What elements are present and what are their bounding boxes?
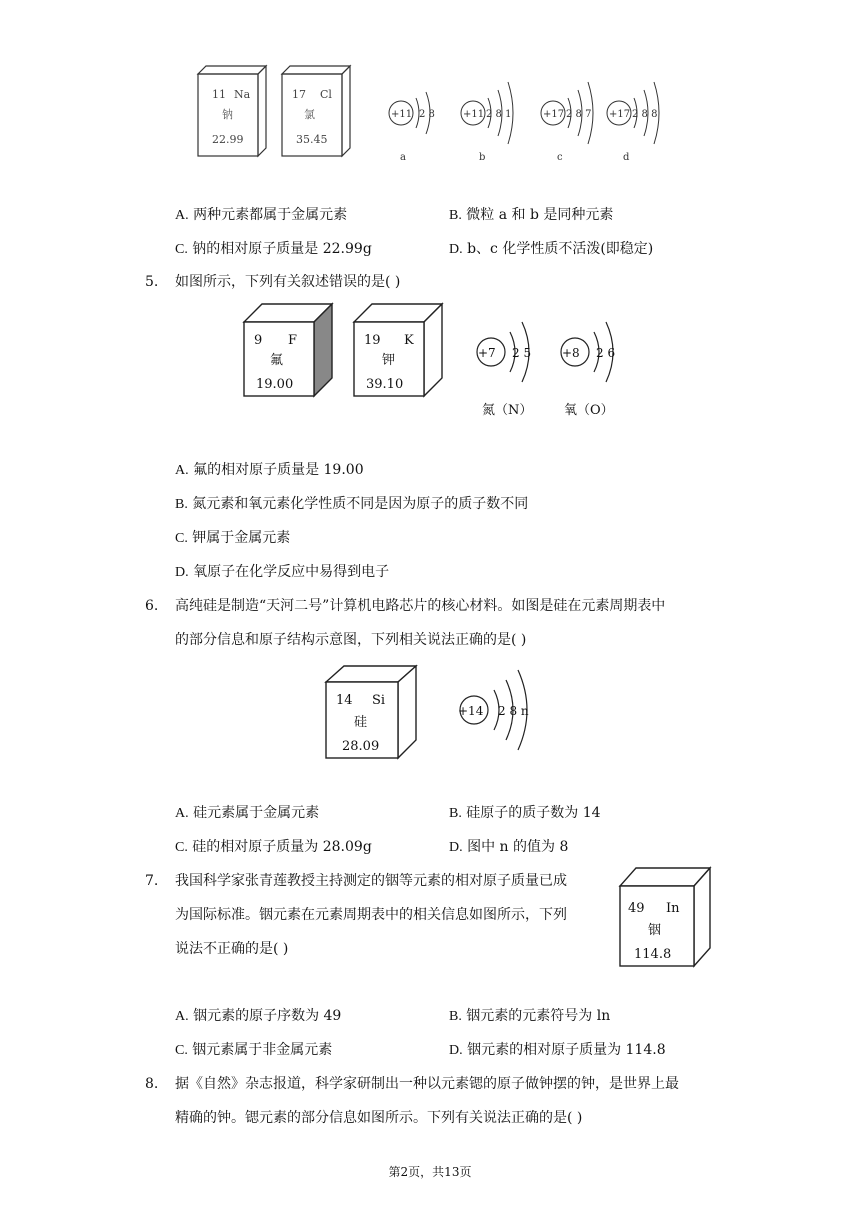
svg-text:铟: 铟	[648, 923, 662, 938]
cl-number: 17	[292, 88, 306, 101]
svg-text:d: d	[623, 152, 630, 163]
na-symbol: Na	[234, 88, 251, 101]
svg-text:K: K	[404, 333, 414, 348]
silicon-atom-diagram	[458, 670, 529, 750]
svg-text:+8: +8	[562, 346, 580, 360]
oxygen-label: 氧（O）	[564, 403, 614, 418]
na-number: 11	[212, 88, 226, 101]
q4-option-b[interactable]: B. 微粒 a 和 b 是同种元素	[449, 207, 614, 223]
particle-a-diagram	[389, 92, 435, 163]
q6-number: 6.	[145, 598, 159, 614]
svg-text:+17: +17	[609, 109, 631, 120]
svg-text:2 8 7: 2 8 7	[566, 109, 592, 120]
q8-number: 8.	[145, 1076, 159, 1092]
q5-option-b[interactable]: B. 氮元素和氧元素化学性质不同是因为原子的质子数不同	[175, 496, 529, 512]
svg-text:+11: +11	[391, 109, 413, 120]
svg-text:钾: 钾	[382, 353, 396, 368]
svg-text:14: 14	[336, 693, 353, 708]
svg-text:28.09: 28.09	[342, 739, 380, 754]
page-footer: 第2页，共13页	[388, 1165, 472, 1179]
svg-text:2 6: 2 6	[596, 346, 616, 360]
na-mass: 22.99	[212, 133, 244, 146]
q7-option-b[interactable]: B. 铟元素的元素符号为 ln	[449, 1008, 611, 1024]
q5-stem: 如图所示，下列有关叙述错误的是( )	[175, 274, 401, 290]
q6-option-c[interactable]: C. 硅的相对原子质量为 28.09g	[175, 839, 372, 855]
svg-text:49: 49	[628, 901, 645, 916]
q7-stem-line1: 我国科学家张青莲教授主持测定的铟等元素的相对原子质量已成	[175, 873, 567, 889]
particle-b-diagram	[461, 82, 513, 163]
svg-text:2 8 n: 2 8 n	[498, 704, 529, 718]
q8-stem-line1: 据《自然》杂志报道，科学家研制出一种以元素锶的原子做钟摆的钟，是世界上最	[175, 1076, 679, 1092]
svg-text:2 5: 2 5	[512, 346, 532, 360]
svg-text:19.00: 19.00	[256, 377, 294, 392]
q6-option-a[interactable]: A. 硅元素属于金属元素	[175, 805, 320, 821]
q7-stem-line2: 为国际标准。铟元素在元素周期表中的相关信息如图所示，下列	[175, 907, 567, 923]
q6-stem-line2: 的部分信息和原子结构示意图，下列相关说法正确的是( )	[175, 632, 527, 648]
q6-option-d[interactable]: D. 图中 n 的值为 8	[449, 839, 569, 855]
svg-text:19: 19	[364, 333, 381, 348]
oxygen-atom-diagram	[561, 322, 615, 418]
q6-stem-line1: 高纯硅是制造“天河二号”计算机电路芯片的核心材料。如图是硅在元素周期表中	[175, 598, 666, 614]
svg-text:114.8: 114.8	[634, 947, 672, 962]
q7-option-c[interactable]: C. 铟元素属于非金属元素	[175, 1042, 333, 1058]
svg-text:2 8: 2 8	[419, 109, 435, 120]
particle-c-diagram	[541, 82, 593, 163]
na-name: 钠	[222, 108, 233, 121]
svg-text:In: In	[666, 901, 680, 916]
q4-option-c[interactable]: C. 钠的相对原子质量是 22.99g	[175, 241, 372, 257]
q5-option-d[interactable]: D. 氧原子在化学反应中易得到电子	[175, 564, 390, 580]
q4-option-d[interactable]: D. b、c 化学性质不活泼(即稳定)	[449, 241, 654, 257]
particle-d-diagram	[607, 82, 659, 163]
svg-text:硅: 硅	[354, 715, 368, 730]
svg-text:+11: +11	[463, 109, 485, 120]
svg-text:c: c	[557, 152, 563, 163]
svg-text:氟: 氟	[270, 353, 284, 368]
q7-option-d[interactable]: D. 铟元素的相对原子质量为 114.8	[449, 1042, 666, 1058]
nitrogen-atom-diagram	[477, 322, 532, 418]
q6-figure	[318, 662, 578, 772]
q4-option-a[interactable]: A. 两种元素都属于金属元素	[175, 207, 348, 223]
nitrogen-label: 氮（N）	[482, 403, 533, 418]
svg-text:b: b	[479, 152, 486, 163]
svg-text:2 8 1: 2 8 1	[486, 109, 512, 120]
q7-stem-line3: 说法不正确的是( )	[175, 941, 289, 957]
svg-text:F: F	[288, 333, 298, 348]
q6-option-b[interactable]: B. 硅原子的质子数为 14	[449, 805, 601, 821]
q5-option-a[interactable]: A. 氟的相对原子质量是 19.00	[175, 462, 364, 478]
svg-text:+7: +7	[478, 346, 496, 360]
q7-number: 7.	[145, 873, 159, 889]
q8-stem-line2: 精确的钟。锶元素的部分信息如图所示。下列有关说法正确的是( )	[175, 1110, 583, 1126]
q5-number: 5.	[145, 274, 159, 290]
cl-symbol: Cl	[320, 88, 332, 101]
cl-name: 氯	[304, 108, 315, 121]
svg-text:2 8 8: 2 8 8	[632, 109, 658, 120]
q7-option-a[interactable]: A. 铟元素的原子序数为 49	[175, 1008, 342, 1024]
svg-text:a: a	[400, 152, 406, 163]
svg-text:Si: Si	[372, 693, 386, 708]
svg-text:+14: +14	[458, 704, 484, 718]
q4-figure	[190, 62, 680, 174]
q5-figure	[236, 298, 636, 428]
cl-mass: 35.45	[296, 133, 328, 146]
svg-text:9: 9	[254, 333, 263, 348]
q7-figure	[612, 862, 722, 974]
svg-text:39.10: 39.10	[366, 377, 404, 392]
svg-text:+17: +17	[543, 109, 565, 120]
q5-option-c[interactable]: C. 钾属于金属元素	[175, 530, 291, 546]
